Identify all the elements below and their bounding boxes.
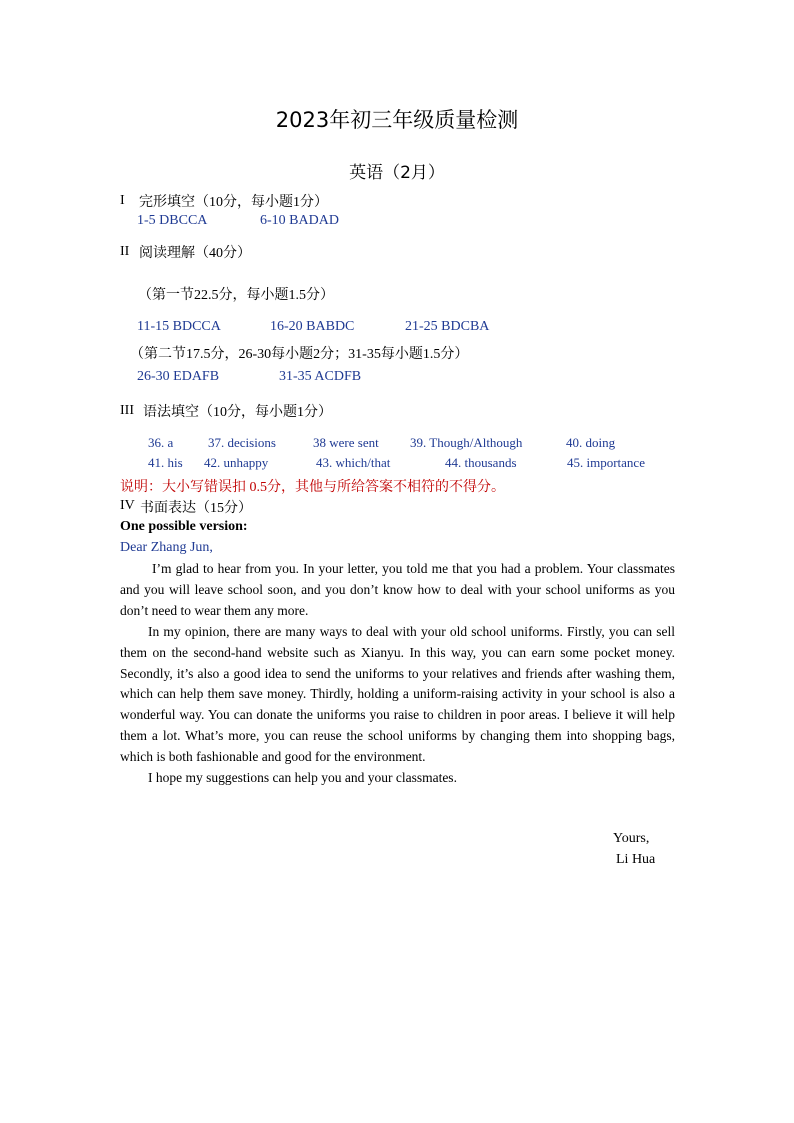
section-2-answer-2: 16-20 BABDC	[270, 319, 355, 334]
grammar-answer-45: 45. importance	[567, 455, 645, 470]
section-1-answer-1: 1-5 DBCCA	[137, 213, 208, 228]
version-label: One possible version:	[120, 519, 248, 534]
scoring-note: 说明：大小写错误扣 0.5分，其他与所给答案不相符的不得分。	[120, 480, 505, 495]
section-2-part-2-heading: （第二节17.5分，26-30每小题2分；31-35每小题1.5分）	[130, 347, 469, 362]
section-2-part-1-heading: （第一节22.5分，每小题1.5分）	[138, 288, 334, 303]
page-title: 2023年初三年级质量检测	[275, 108, 519, 132]
section-2-number: II	[120, 244, 130, 259]
grammar-answer-44: 44. thousands	[445, 455, 517, 470]
grammar-answer-38: 38 were sent	[313, 435, 379, 450]
letter-closing: Yours,	[613, 831, 650, 846]
grammar-answer-41: 41. his	[148, 455, 183, 470]
page-subtitle: 英语（2月）	[349, 163, 445, 183]
section-1-heading: 完形填空（10分，每小题1分）	[139, 195, 328, 210]
section-3-number: III	[120, 403, 134, 418]
grammar-answer-37: 37. decisions	[208, 435, 276, 450]
grammar-answer-40: 40. doing	[566, 435, 616, 450]
letter-body	[120, 559, 675, 789]
section-2-answer-4: 26-30 EDAFB	[137, 369, 220, 384]
section-1-number: I	[120, 193, 125, 208]
grammar-answer-43: 43. which/that	[316, 455, 391, 470]
letter-paragraph: I hope my suggestions can help you and your classmates.	[148, 770, 457, 786]
grammar-answer-36: 36. a	[148, 435, 174, 450]
section-2-answer-3: 21-25 BDCBA	[405, 319, 490, 334]
section-2-answer-1: 11-15 BDCCA	[137, 319, 221, 334]
letter-signature: Li Hua	[616, 852, 656, 867]
letter-greeting: Dear Zhang Jun,	[120, 540, 213, 555]
section-4-number: IV	[120, 498, 135, 513]
section-2-heading: 阅读理解（40分）	[139, 246, 251, 261]
section-2-answer-5: 31-35 ACDFB	[279, 369, 362, 384]
section-1-answer-2: 6-10 BADAD	[260, 213, 339, 228]
letter-paragraph: I’m glad to hear from you. In your letter, you told me that you had a problem. Your classmates and you will leave school soon, and you don’t know how to deal with your school uniforms as you don’t need to wear them any more.	[120, 561, 675, 618]
section-4-heading: 书面表达（15分）	[140, 501, 252, 516]
letter-paragraph: In my opinion, there are many ways to deal with your old school uniforms. Firstly, you can sell them on the second-hand website such as Xianyu. In this way, you can earn some pocket money. Secondly, it’s also a good idea to send the uniforms to your relatives and friends after washing them, which can help them save money. Thirdly, holding a uniform-raising activity in your school is also a wonderful way. You can donate the uniforms you raise to children in poor areas. I believe it will help them a lot. What’s more, you can reuse the school uniforms by changing them into shopping bags, which is both fashionable and good for the environment.	[120, 623, 675, 765]
section-3-heading: 语法填空（10分，每小题1分）	[143, 405, 332, 420]
grammar-answer-39: 39. Though/Although	[410, 435, 523, 450]
grammar-answer-42: 42. unhappy	[204, 455, 269, 470]
